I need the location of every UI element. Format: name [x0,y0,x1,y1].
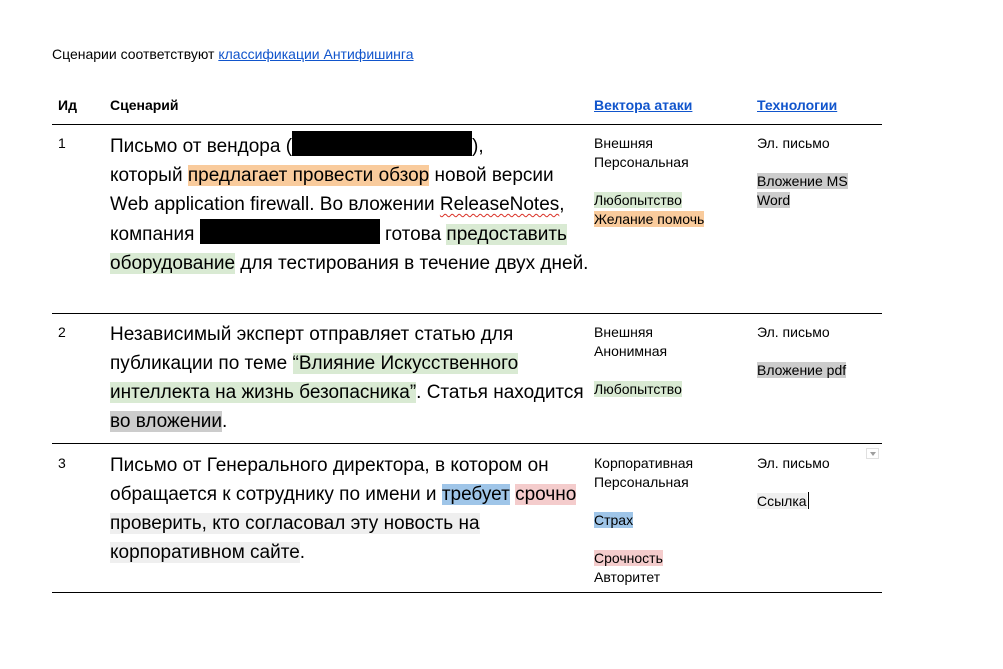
highlight-light-gray: проверить, кто согласовал эту новость на корпоративном сайте [110,513,480,563]
tech-tag-gray: Вложение MS Word [757,173,848,208]
vector-tag-plain: Авторитет [594,569,661,585]
cell-dropdown-chevron-icon[interactable] [866,448,879,459]
row-2-vectors[interactable] [594,323,744,399]
row-2-scenario[interactable] [110,320,590,436]
scenario-text: для тестирования в течение двух дней. [235,253,589,274]
table-divider [52,313,882,314]
tech-tag-light-gray: Ссылка [757,493,807,509]
intro-line [52,46,414,62]
scenario-text: , компания [110,194,565,245]
vector-tag-blue: Страх [594,512,634,528]
redacted-block [292,131,472,156]
table-divider [52,124,882,125]
scenario-text: . Статья находится [416,382,584,403]
scenario-text: . [299,542,306,563]
table-divider [52,592,882,593]
text-cursor [808,492,809,509]
tech-channel: Эл. письмо [757,324,830,340]
row-3-id: 3 [58,455,66,471]
intro-text: Сценарии соответствуют [52,46,219,62]
redacted-block [200,219,380,244]
scenario-text: Независимый эксперт отправляет статью для публикации по теме [110,324,514,374]
classification-link[interactable]: классификации Антифишинга [218,46,414,62]
tech-channel: Эл. письмо [757,135,830,151]
column-header-id: Ид [58,97,77,113]
scenario-text: . [222,411,228,432]
vector-target: Анонимная [594,343,668,359]
column-header-vectors-link[interactable]: Вектора атаки [594,97,693,113]
row-2-tech[interactable] [757,323,882,380]
highlight-pink: срочно [515,484,577,505]
row-3-scenario[interactable] [110,451,590,567]
row-2-id: 2 [58,324,66,340]
column-header-tech-link[interactable]: Технологии [757,97,838,113]
tech-channel: Эл. письмо [757,455,830,471]
vector-tag-pink: Срочность [594,550,663,566]
highlight-green: “Влияние Искусственного интеллекта на жизнь безопасника” [110,353,519,403]
highlight-gray: во вложении [110,411,223,432]
highlight-blue: требует [441,484,510,505]
vector-tag-green: Любопытство [594,192,682,208]
vector-tag-green: Любопытство [594,381,682,397]
spellcheck-word: ReleaseNotes [439,194,560,215]
table-divider [52,443,882,444]
vector-source: Внешняя [594,135,653,151]
row-3-vectors[interactable] [594,454,744,587]
row-1-tech[interactable] [757,134,882,210]
scenario-text: новой версии Web application firewall. Во вложении [110,165,554,215]
vector-target: Персональная [594,154,689,170]
highlight-green: предоставить оборудование [110,224,567,274]
vector-source: Внешняя [594,324,653,340]
tech-tag-gray: Вложение pdf [757,362,847,378]
vector-target: Персональная [594,474,689,490]
column-header-scenario: Сценарий [110,97,179,113]
row-1-id: 1 [58,135,66,151]
highlight-orange: предлагает провести обзор [187,165,430,186]
row-3-tech[interactable] [757,454,882,511]
vector-source: Корпоративная [594,455,694,471]
row-1-vectors[interactable] [594,134,744,229]
scenario-text: Письмо от Генерального директора, в котором он обращается к сотруднику по имени и [110,455,549,505]
vector-tag-orange: Желание помочь [594,211,705,227]
scenario-text: который [110,165,188,186]
scenario-text: готова [379,224,447,245]
row-1-scenario[interactable] [110,131,590,278]
scenario-text: ), [472,136,484,157]
scenario-text: Письмо от вендора ( [110,136,293,157]
